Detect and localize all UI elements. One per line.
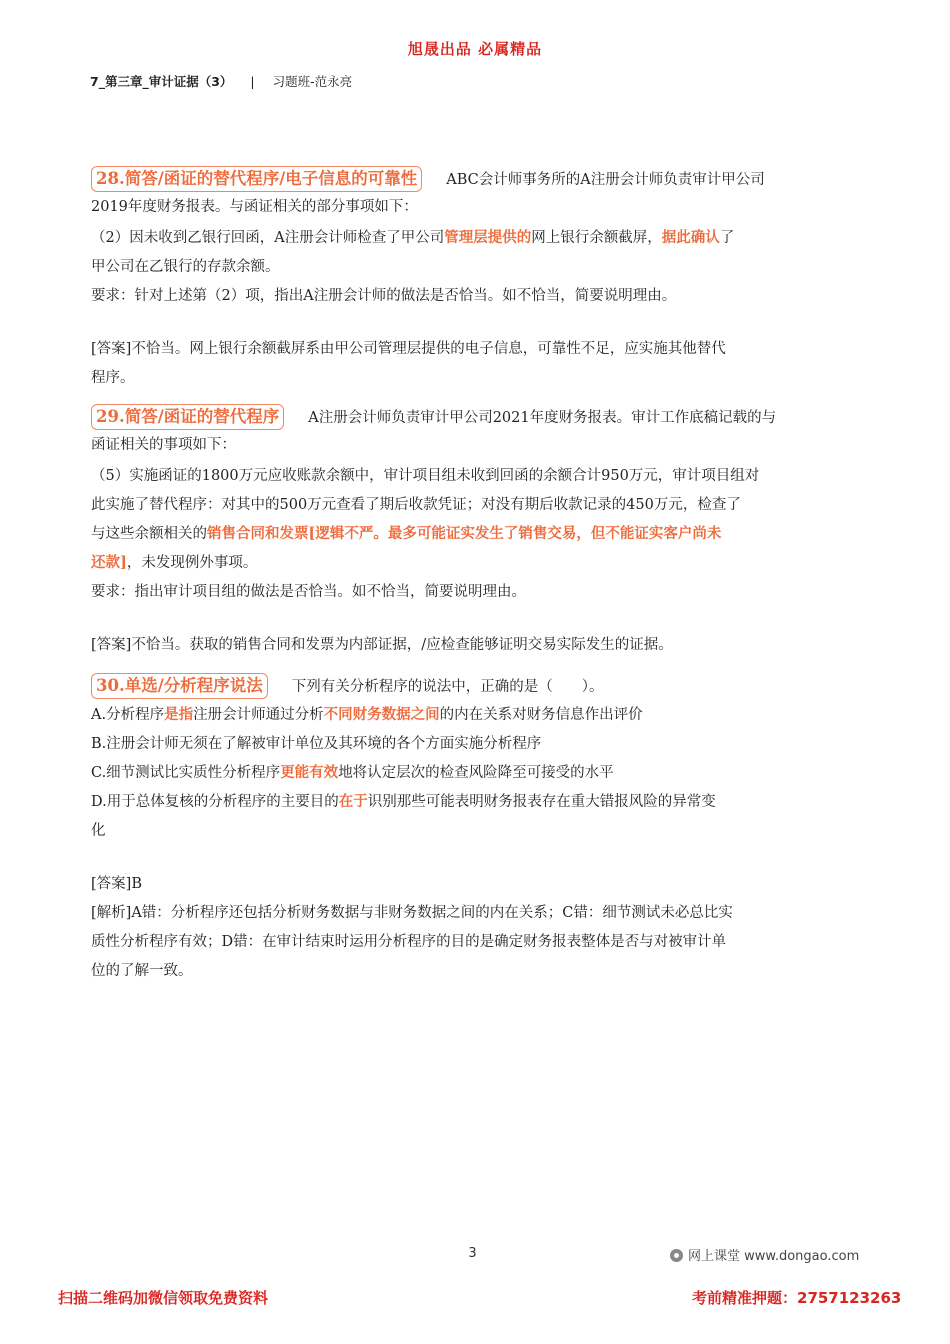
- q28-highlight-management: 管理层提供的: [444, 229, 532, 246]
- brand-logo-icon: [670, 1249, 683, 1262]
- footer-left-note: 扫描二维码加微信领取免费资料: [58, 1289, 269, 1307]
- q30-a-highlight-1: 是指: [164, 706, 194, 723]
- q29-item-line2: 此实施了替代程序：对其中的500万元查看了期后收款凭证；对没有期后收款记录的450万元，检查了: [91, 497, 741, 513]
- option-text: 注册会计师通过分析: [193, 707, 324, 723]
- q30-d-highlight: 在于: [338, 793, 368, 810]
- course-name: 习题班-范永亮: [272, 74, 353, 89]
- option-text: 识别那些可能表明财务报表存在重大错报风险的异常变: [367, 794, 716, 810]
- page-number: 3: [468, 1246, 477, 1261]
- option-text: A.分析程序: [91, 707, 165, 723]
- q29-item-text: 与这些余额相关的: [91, 526, 207, 542]
- q28-intro: ABC会计师事务所的A注册会计师负责审计甲公司: [446, 172, 765, 188]
- q28-item-text: 了: [719, 230, 735, 246]
- q30-option-a: [91, 705, 643, 725]
- q29-item-line4: [91, 553, 257, 573]
- brand-footer: [670, 1245, 859, 1264]
- q30-analysis-line2: 质性分析程序有效；D错：在审计结束时运用分析程序的目的是确定财务报表整体是否与对被审计单: [91, 934, 727, 950]
- q28-item-line2: 甲公司在乙银行的存款余额。: [91, 259, 280, 275]
- footer-right-note: 考前精准押题：2757123263: [692, 1289, 902, 1307]
- q29-requirement: 要求：指出审计项目组的做法是否恰当。如不恰当，简要说明理由。: [91, 584, 526, 600]
- q29-item-text: ，未发现例外事项。: [126, 555, 258, 571]
- q28-item: [91, 228, 734, 248]
- chapter-title: 7_第三章_审计证据（3）: [90, 74, 233, 89]
- q30-option-c: [91, 763, 614, 783]
- q30-stem: 下列有关分析程序的说法中，正确的是（ ）。: [291, 679, 604, 695]
- q29-line2: 函证相关的事项如下：: [91, 437, 236, 453]
- q28-highlight-confirm: 据此确认: [661, 229, 720, 246]
- option-text: D.用于总体复核的分析程序的主要目的: [91, 794, 339, 810]
- q30-option-d-line2: 化: [91, 823, 106, 839]
- top-banner: 旭晟出品 必属精品: [407, 40, 543, 58]
- q30-option-d: [91, 792, 716, 812]
- q30-tag: 30.单选/分析程序说法: [91, 673, 268, 699]
- q28-answer-line2: 程序。: [91, 370, 135, 386]
- q29-highlight-contract: 销售合同和发票[逻辑不严。最多可能证实发生了销售交易，但不能证实客户尚未: [207, 525, 722, 542]
- q29-item-line1: （5）实施函证的1800万元应收账款余额中，审计项目组未收到回函的余额合计950万元，审计项目组对: [91, 468, 760, 484]
- q29-answer: [答案]不恰当。获取的销售合同和发票为内部证据，/应检查能够证明交易实际发生的证据。: [91, 637, 673, 653]
- option-text: 地将认定层次的检查风险降至可接受的水平: [338, 765, 614, 781]
- header-separator: |: [250, 74, 255, 89]
- q29-highlight-repay: 还款]: [91, 554, 127, 571]
- q30-option-b: B.注册会计师无须在了解被审计单位及其环境的各个方面实施分析程序: [91, 736, 542, 752]
- q30-analysis-line1: [解析]A错：分析程序还包括分析财务数据与非财务数据之间的内在关系；C错：细节测试未必总比实: [91, 905, 733, 921]
- brand-text: 网上课堂 www.dongao.com: [688, 1249, 860, 1264]
- q29-tag: 29.简答/函证的替代程序: [91, 404, 284, 430]
- q28-item-text: 网上银行余额截屏，: [531, 230, 662, 246]
- option-text: C.细节测试比实质性分析程序: [91, 765, 281, 781]
- option-text: 的内在关系对财务信息作出评价: [439, 707, 643, 723]
- q29-intro: A注册会计师负责审计甲公司2021年度财务报表。审计工作底稿记载的与: [308, 410, 777, 426]
- q30-answer: [答案]B: [91, 876, 142, 892]
- q29-item-line3: [91, 524, 721, 544]
- q30-c-highlight: 更能有效: [280, 764, 339, 781]
- q30-header: [91, 673, 603, 699]
- q28-header: [91, 166, 765, 192]
- q28-answer: [答案]不恰当。网上银行余额截屏系由甲公司管理层提供的电子信息，可靠性不足，应实施其他替代: [91, 341, 726, 357]
- q28-item-text: （2）因未收到乙银行回函，A注册会计师检查了甲公司: [91, 230, 445, 246]
- q29-header: [91, 404, 776, 430]
- q28-requirement: 要求：针对上述第（2）项，指出A注册会计师的做法是否恰当。如不恰当，简要说明理由。: [91, 288, 677, 304]
- q30-analysis-line3: 位的了解一致。: [91, 963, 193, 979]
- page-header: [90, 72, 352, 90]
- q28-line2: 2019年度财务报表。与函证相关的部分事项如下：: [91, 199, 418, 215]
- q30-a-highlight-2: 不同财务数据之间: [323, 706, 440, 723]
- q28-tag: 28.简答/函证的替代程序/电子信息的可靠性: [91, 166, 422, 192]
